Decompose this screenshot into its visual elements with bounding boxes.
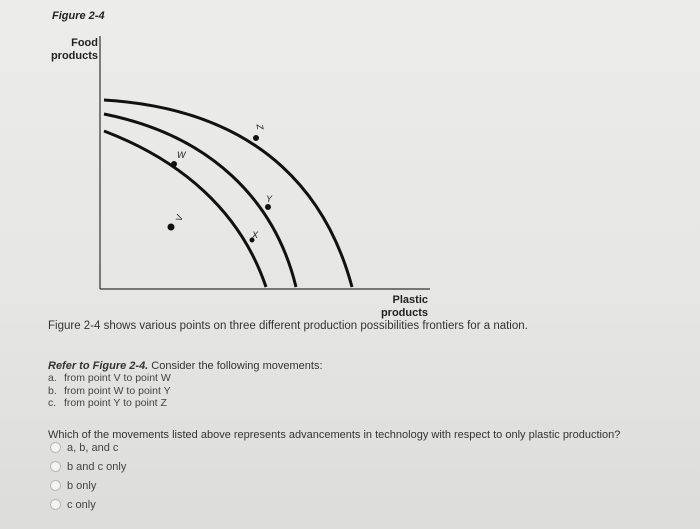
answer-options: [50, 438, 126, 514]
y-axis-label-line2: products: [50, 50, 98, 62]
point-y-dot: [265, 204, 271, 210]
movement-item: [48, 372, 171, 385]
x-axis-label: [368, 294, 428, 320]
point-z-label: Z: [254, 123, 266, 131]
answer-option-label[interactable]: b only: [67, 479, 97, 492]
answer-option[interactable]: [50, 438, 126, 457]
figure-title: Figure 2-4: [52, 10, 105, 22]
refer-bold: Refer to Figure 2-4.: [48, 360, 149, 372]
ppf-curve-outer: [104, 100, 352, 287]
answer-option-label[interactable]: a, b, and c: [67, 441, 119, 454]
figure-caption: Figure 2-4 shows various points on three different production possibilities frontiers for a nation.: [48, 320, 528, 332]
point-y-label: Y: [266, 194, 273, 204]
answer-option-label[interactable]: c only: [67, 498, 96, 511]
point-x-label: X: [252, 230, 259, 240]
radio-button[interactable]: [50, 499, 61, 510]
question-text: Which of the movements listed above represents advancements in technology with respect to only plastic production?: [48, 429, 621, 441]
point-v-label: V: [173, 213, 185, 223]
radio-button[interactable]: [50, 480, 61, 491]
point-v-dot: [168, 224, 175, 231]
movements-list: [48, 372, 171, 410]
movement-text: from point Y to point Z: [64, 397, 167, 409]
answer-option[interactable]: [50, 476, 126, 495]
point-w-dot: [171, 161, 177, 167]
point-w-label: W: [177, 150, 186, 160]
answer-option[interactable]: [50, 457, 126, 476]
radio-button[interactable]: [50, 461, 61, 472]
answer-option[interactable]: [50, 495, 126, 514]
point-z-dot: [253, 135, 259, 141]
x-axis-label-line1: Plastic: [392, 294, 428, 306]
movement-text: from point W to point Y: [64, 384, 171, 397]
refer-text: [48, 360, 323, 372]
y-axis-label-line1: Food: [71, 37, 98, 49]
radio-button[interactable]: [50, 442, 61, 453]
refer-rest: Consider the following movements:: [148, 360, 323, 372]
movement-letter: c.: [48, 397, 57, 409]
movement-letter: b.: [48, 384, 57, 397]
movement-text: from point V to point W: [64, 372, 171, 384]
movement-item: [48, 385, 171, 398]
movement-letter: a.: [48, 372, 57, 384]
answer-option-label[interactable]: b and c only: [67, 460, 127, 473]
x-axis-label-line2: products: [380, 307, 428, 319]
movement-item: [48, 397, 171, 410]
